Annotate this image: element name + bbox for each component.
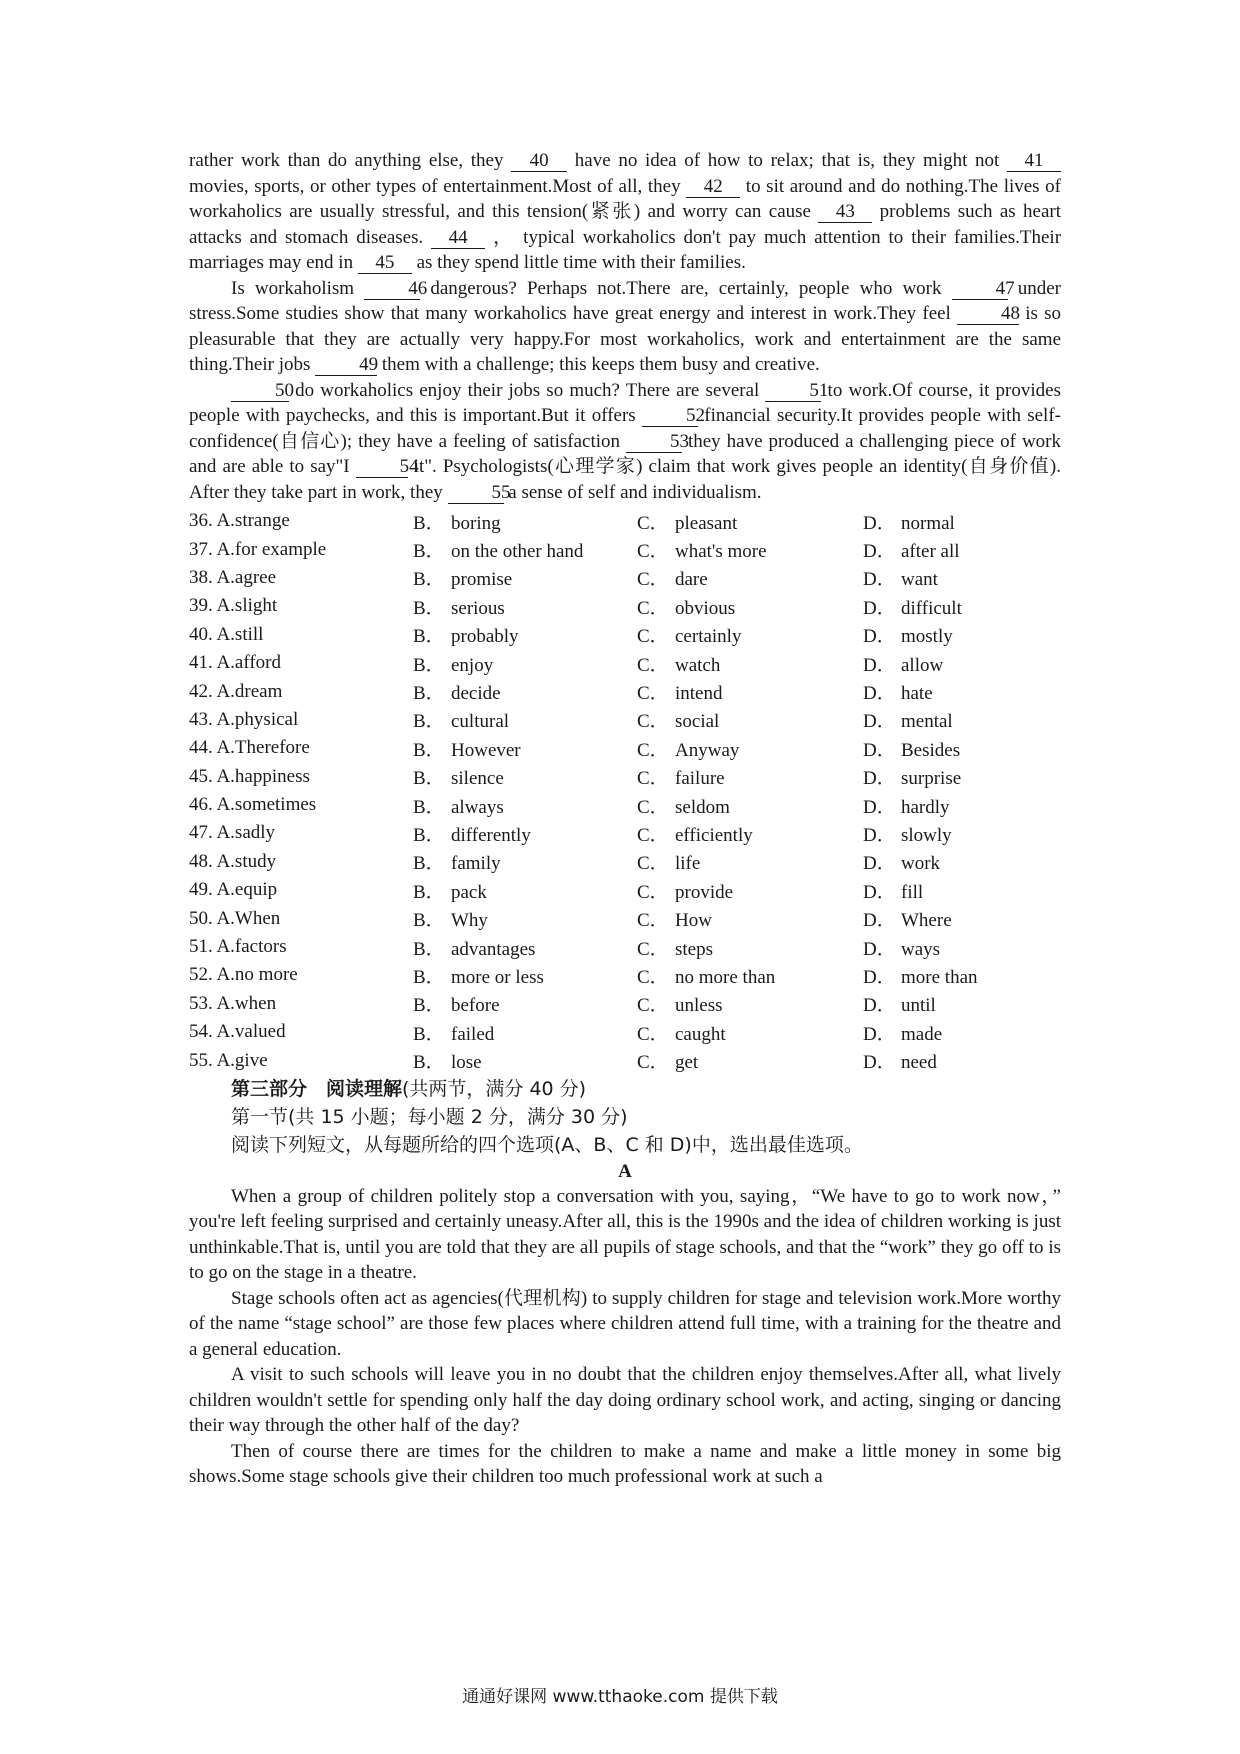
option-letter-d: D． <box>863 711 896 733</box>
text-span: financial security.It provides people with self-confidence(自信心); they have a feeling of satisfaction <box>189 405 1061 452</box>
option-a: A.valued <box>216 1021 286 1043</box>
blank-45: 45 <box>358 252 412 274</box>
option-a: A.Therefore <box>216 737 310 759</box>
option-a: A.no more <box>216 964 298 986</box>
text-span: they have produced a challenging piece of work and are able to say"I <box>189 430 1062 477</box>
passage-a-paragraph-4: Then of course there are times for the children to make a name and make a little money in some big shows.Some stage schools give their children too much professional work at such a <box>189 1440 1061 1488</box>
blank-46: 46 <box>364 278 420 300</box>
option-d: fill <box>901 881 924 903</box>
question-number: 44. <box>189 737 213 759</box>
option-row-52 <box>189 961 1061 989</box>
option-letter-d: D． <box>863 995 896 1017</box>
option-c: social <box>675 711 720 733</box>
option-row-42 <box>189 677 1061 705</box>
option-b: differently <box>451 824 531 846</box>
option-c: watch <box>675 654 721 676</box>
option-letter-c: C． <box>637 597 669 619</box>
blank-50: 50 <box>231 380 289 402</box>
option-letter-d: D． <box>863 683 896 705</box>
option-row-36 <box>189 507 1061 535</box>
passage-label: A <box>618 1160 632 1182</box>
question-number: 53. <box>189 992 213 1014</box>
option-a: A.afford <box>216 652 281 674</box>
option-letter-c: C． <box>637 824 669 846</box>
option-a: A.happiness <box>216 765 310 787</box>
option-letter-c: C． <box>637 881 669 903</box>
option-d: work <box>901 853 941 875</box>
option-letter-b: B． <box>413 1023 445 1045</box>
text-span: do workaholics enjoy their jobs so much? There are several <box>295 379 760 401</box>
option-letter-d: D． <box>863 910 896 932</box>
option-c: no more than <box>675 966 776 988</box>
option-b: However <box>451 739 521 761</box>
option-d: Where <box>901 910 952 932</box>
option-d: want <box>901 569 938 591</box>
question-number: 49. <box>189 879 213 901</box>
document-page <box>189 148 1061 1490</box>
option-letter-c: C． <box>637 626 669 648</box>
option-a: A.equip <box>216 879 278 901</box>
question-number: 41. <box>189 652 213 674</box>
option-letter-d: D． <box>863 768 896 790</box>
blank-43: 43 <box>818 201 872 223</box>
option-letter-d: D． <box>863 824 896 846</box>
option-d: until <box>901 995 936 1017</box>
option-letter-b: B． <box>413 910 445 932</box>
option-a: A.when <box>216 992 277 1014</box>
passage-a-paragraph-1: When a group of children politely stop a conversation with you, saying，“We have to go to work now，” you're left feeling surprised and certainly uneasy.After all, this is the 1990s and the idea of children working is just unthinkable.That is, until you are told that they are all pupils of stage schools, and that the “work” they go off to is to go on the stage in a theatre. <box>189 1185 1061 1284</box>
section-title-bold: 第三部分 阅读理解 <box>231 1077 403 1100</box>
option-a: A.give <box>216 1049 268 1071</box>
option-row-38 <box>189 564 1061 592</box>
option-d: hardly <box>901 796 950 818</box>
option-letter-d: D． <box>863 938 896 960</box>
section-3-title <box>231 1075 1061 1103</box>
option-b: more or less <box>451 966 544 988</box>
option-row-54 <box>189 1018 1061 1046</box>
option-row-49 <box>189 876 1061 904</box>
blank-53: 53 <box>626 431 682 453</box>
question-number: 43. <box>189 708 213 730</box>
option-a: A.study <box>216 850 277 872</box>
question-number: 52. <box>189 964 213 986</box>
option-letter-b: B． <box>413 768 445 790</box>
blank-44: 44 <box>431 227 485 249</box>
option-letter-b: B． <box>413 654 445 676</box>
blank-41: 41 <box>1007 150 1061 172</box>
option-letter-c: C． <box>637 796 669 818</box>
option-a: A.for example <box>216 538 327 560</box>
option-d: ways <box>901 938 941 960</box>
option-c: How <box>675 910 712 932</box>
option-letter-b: B． <box>413 881 445 903</box>
option-letter-d: D． <box>863 541 896 563</box>
section-3-part-1: 第一节(共 15 小题；每小题 2 分，满分 30 分) <box>231 1105 628 1128</box>
option-c: Anyway <box>675 739 740 761</box>
text-span: a sense of self and individualism. <box>508 481 762 503</box>
option-d: slowly <box>901 824 952 846</box>
cloze-paragraph-3 <box>189 378 1061 506</box>
cloze-paragraph-1 <box>189 148 1061 276</box>
option-row-41 <box>189 649 1061 677</box>
option-a: A.physical <box>216 708 299 730</box>
text-span: have no idea of how to relax; that is, they might not <box>574 150 1000 171</box>
option-row-43 <box>189 706 1061 734</box>
option-letter-c: C． <box>637 512 669 534</box>
option-c: what's more <box>675 541 767 563</box>
text-span: is so pleasurable that they are actually very happy.For most workaholics, work and entertainment are the same thing.Their jobs <box>189 303 1062 375</box>
option-letter-b: B． <box>413 541 445 563</box>
text-span: under stress.Some studies show that many workaholics have great energy and interest in work.They feel <box>189 277 1062 324</box>
option-letter-c: C． <box>637 853 669 875</box>
option-c: unless <box>675 995 723 1017</box>
question-number: 40. <box>189 623 213 645</box>
blank-42: 42 <box>686 176 740 198</box>
question-number: 42. <box>189 680 213 702</box>
option-row-45 <box>189 763 1061 791</box>
question-number: 46. <box>189 794 213 816</box>
option-c: efficiently <box>675 824 753 846</box>
option-c: certainly <box>675 626 742 648</box>
option-c: seldom <box>675 796 730 818</box>
text-span: to work.Of course, it provides people with paychecks, and this is important.But it offers <box>189 379 1061 426</box>
text-span: problems such as heart attacks and stomach diseases. <box>189 201 1062 248</box>
option-letter-c: C． <box>637 995 669 1017</box>
passage-a-paragraph-2: Stage schools often act as agencies(代理机构) to supply children for stage and television work.More worthy of the name “stage school” are those few places where children attend full time, with a training for the theatre and a general education. <box>189 1287 1061 1360</box>
option-b: pack <box>451 881 487 903</box>
option-letter-c: C． <box>637 910 669 932</box>
question-number: 37. <box>189 538 213 560</box>
option-letter-d: D． <box>863 796 896 818</box>
question-number: 36. <box>189 510 213 532</box>
question-number: 50. <box>189 907 213 929</box>
option-b: cultural <box>451 711 510 733</box>
option-b: family <box>451 853 501 875</box>
option-c: life <box>675 853 701 875</box>
option-letter-b: B． <box>413 626 445 648</box>
option-d: Besides <box>901 739 961 761</box>
option-d: surprise <box>901 768 962 790</box>
blank-51: 51 <box>765 380 821 402</box>
option-b: before <box>451 995 500 1017</box>
text-span: rather work than do anything else, they <box>189 150 504 171</box>
option-letter-d: D． <box>863 966 896 988</box>
option-letter-d: D． <box>863 569 896 591</box>
option-b: failed <box>451 1023 495 1045</box>
option-a: A.factors <box>216 936 287 958</box>
option-letter-d: D． <box>863 512 896 534</box>
option-letter-c: C． <box>637 1052 669 1074</box>
option-letter-b: B． <box>413 1052 445 1074</box>
option-letter-b: B． <box>413 853 445 875</box>
option-a: A.When <box>216 907 281 929</box>
option-letter-b: B． <box>413 683 445 705</box>
option-c: pleasant <box>675 512 738 534</box>
option-letter-b: B． <box>413 711 445 733</box>
cloze-paragraph-2 <box>189 276 1061 378</box>
text-span: to sit around and do nothing.The lives of workaholics are usually stressful, and this tension(紧张) and worry can cause <box>189 175 1062 222</box>
option-letter-c: C． <box>637 711 669 733</box>
option-c: get <box>675 1052 699 1074</box>
question-number: 47. <box>189 822 213 844</box>
text-span: them with a challenge; this keeps them busy and creative. <box>381 354 820 375</box>
option-b: Why <box>451 910 488 932</box>
blank-55: 55 <box>448 482 504 504</box>
question-number: 38. <box>189 566 213 588</box>
option-letter-b: B． <box>413 824 445 846</box>
option-c: obvious <box>675 597 736 619</box>
option-b: probably <box>451 626 519 648</box>
option-row-40 <box>189 621 1061 649</box>
option-c: caught <box>675 1023 726 1045</box>
option-a: A.agree <box>216 566 277 588</box>
option-letter-d: D． <box>863 597 896 619</box>
question-number: 45. <box>189 765 213 787</box>
blank-52: 52 <box>642 405 698 427</box>
question-number: 48. <box>189 850 213 872</box>
option-letter-d: D． <box>863 1023 896 1045</box>
option-c: intend <box>675 683 723 705</box>
option-d: mental <box>901 711 953 733</box>
text-span: dangerous? Perhaps not.There are, certainly, people who work <box>430 277 942 299</box>
option-letter-c: C． <box>637 654 669 676</box>
option-letter-c: C． <box>637 569 669 591</box>
option-d: made <box>901 1023 943 1045</box>
blank-54: 54 <box>356 456 408 478</box>
question-number: 55. <box>189 1049 213 1071</box>
text-span: Is workaholism <box>231 277 355 299</box>
option-a: A.sadly <box>216 822 276 844</box>
option-b: boring <box>451 512 501 534</box>
text-span: ， typical workaholics don't pay much attention to their families.Their marriages may end in <box>189 226 1062 273</box>
option-a: A.slight <box>216 595 278 617</box>
option-letter-b: B． <box>413 938 445 960</box>
section-title-rest: (共两节，满分 40 分) <box>402 1077 587 1100</box>
blank-47: 47 <box>952 278 1008 300</box>
option-b: on the other hand <box>451 541 584 563</box>
option-row-39 <box>189 592 1061 620</box>
option-letter-c: C． <box>637 938 669 960</box>
option-d: hate <box>901 683 933 705</box>
option-a: A.still <box>216 623 264 645</box>
option-b: always <box>451 796 504 818</box>
option-letter-c: C． <box>637 768 669 790</box>
option-d: difficult <box>901 597 962 619</box>
option-row-55 <box>189 1046 1061 1074</box>
option-d: normal <box>901 512 955 534</box>
option-letter-d: D． <box>863 881 896 903</box>
option-d: more than <box>901 966 978 988</box>
page-footer: 通通好课网 www.tthaoke.com 提供下载 <box>462 1687 778 1707</box>
option-b: serious <box>451 597 505 619</box>
passage-a-paragraph-3: A visit to such schools will leave you in no doubt that the children enjoy themselves.After all, what lively children wouldn't settle for spending only half the day doing ordinary school work, and acting, singing or dancing their way through the other half of the day? <box>189 1364 1061 1437</box>
option-a: A.sometimes <box>216 794 317 816</box>
section-3-instruction: 阅读下列短文，从每题所给的四个选项(A、B、C 和 D)中，选出最佳选项。 <box>231 1133 863 1156</box>
option-letter-b: B． <box>413 966 445 988</box>
option-letter-b: B． <box>413 569 445 591</box>
blank-40: 40 <box>511 150 567 172</box>
options-table <box>189 507 1061 1075</box>
option-b: lose <box>451 1052 482 1074</box>
text-span: it". Psychologists(心理学家) claim that work gives people an identity(自身价值). After they take part in work, they <box>189 456 1062 503</box>
option-letter-b: B． <box>413 995 445 1017</box>
option-b: silence <box>451 768 504 790</box>
option-c: failure <box>675 768 725 790</box>
option-letter-d: D． <box>863 853 896 875</box>
option-row-51 <box>189 933 1061 961</box>
option-a: A.strange <box>216 510 290 532</box>
text-span: as they spend little time with their families. <box>416 252 746 273</box>
blank-49: 49 <box>315 354 377 376</box>
option-row-47 <box>189 819 1061 847</box>
option-letter-c: C． <box>637 541 669 563</box>
option-letter-d: D． <box>863 654 896 676</box>
blank-48: 48 <box>957 303 1019 325</box>
option-b: advantages <box>451 938 536 960</box>
question-number: 51. <box>189 936 213 958</box>
option-row-46 <box>189 791 1061 819</box>
option-row-50 <box>189 904 1061 932</box>
option-letter-c: C． <box>637 966 669 988</box>
option-letter-d: D． <box>863 739 896 761</box>
option-row-44 <box>189 734 1061 762</box>
option-letter-d: D． <box>863 1052 896 1074</box>
option-a: A.dream <box>216 680 283 702</box>
option-row-53 <box>189 990 1061 1018</box>
option-d: need <box>901 1052 937 1074</box>
option-letter-c: C． <box>637 683 669 705</box>
question-number: 54. <box>189 1021 213 1043</box>
option-c: steps <box>675 938 713 960</box>
option-d: allow <box>901 654 944 676</box>
option-c: dare <box>675 569 708 591</box>
option-letter-b: B． <box>413 512 445 534</box>
option-c: provide <box>675 881 734 903</box>
option-letter-d: D． <box>863 626 896 648</box>
text-span: movies, sports, or other types of entertainment.Most of all, they <box>189 175 681 197</box>
option-letter-b: B． <box>413 739 445 761</box>
option-d: mostly <box>901 626 953 648</box>
option-d: after all <box>901 541 960 563</box>
option-letter-b: B． <box>413 597 445 619</box>
option-row-37 <box>189 535 1061 563</box>
option-letter-c: C． <box>637 1023 669 1045</box>
question-number: 39. <box>189 595 213 617</box>
option-b: decide <box>451 683 501 705</box>
option-row-48 <box>189 848 1061 876</box>
option-b: enjoy <box>451 654 494 676</box>
option-letter-c: C． <box>637 739 669 761</box>
option-letter-b: B． <box>413 796 445 818</box>
option-b: promise <box>451 569 513 591</box>
